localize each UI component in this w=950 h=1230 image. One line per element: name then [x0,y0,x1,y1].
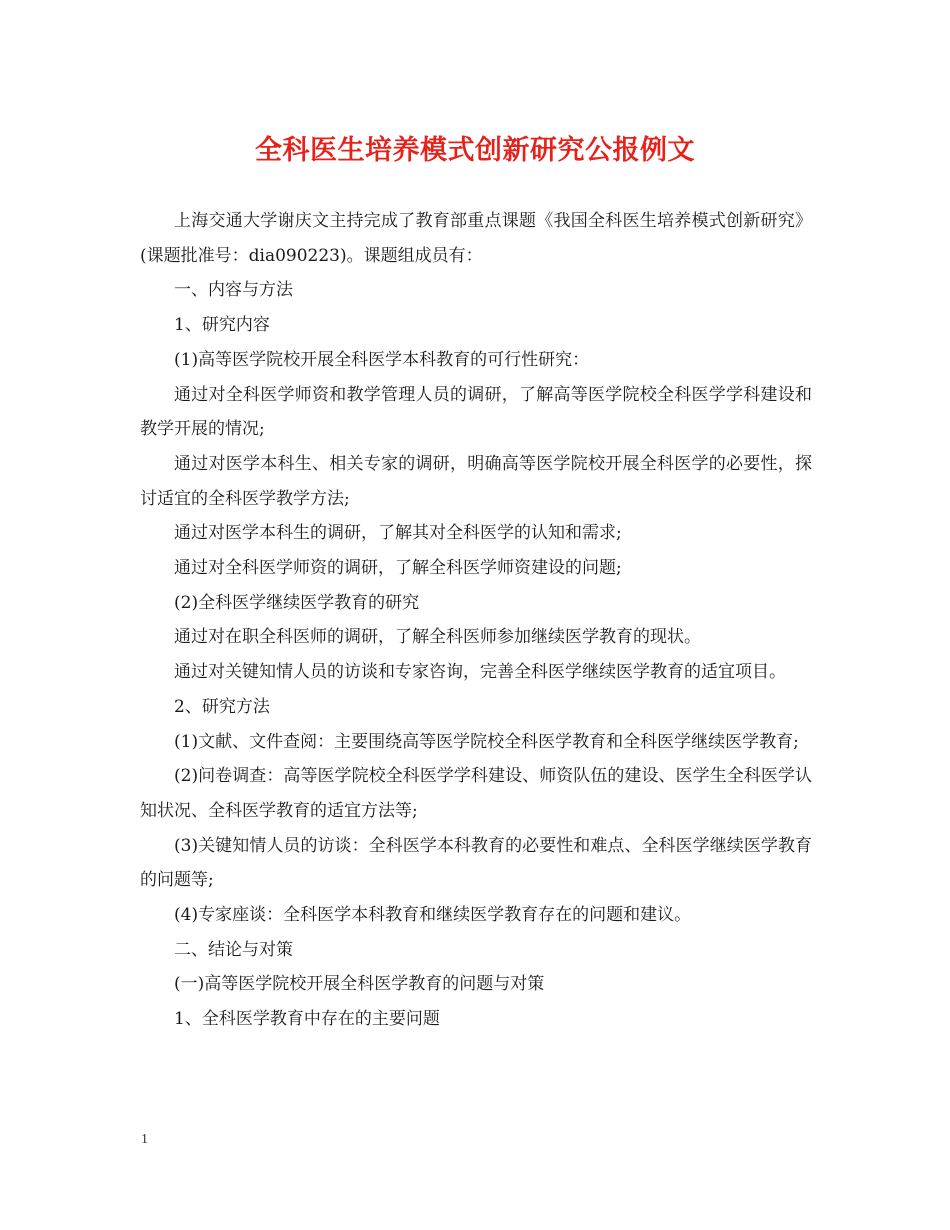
document-title: 全科医生培养模式创新研究公报例文 [255,135,695,166]
paragraph: 通过对关键知情人员的访谈和专家咨询，完善全科医学继续医学教育的适宜项目。 [174,662,786,683]
paragraph: 上海交通大学谢庆文主持完成了教育部重点课题《我国全科医生培养模式创新研究》(课题批准号：dia090223)。课题组成员有： [140,211,812,266]
page-number: 1 [141,1132,148,1147]
subsection-heading: 2、研究方法 [174,696,270,717]
section-heading: 一、内容与方法 [174,280,293,301]
subsection-heading: 1、全科医学教育中存在的主要问题 [174,1009,440,1030]
document-body [140,204,812,1037]
paragraph: 通过对在职全科医师的调研，了解全科医师参加继续医学教育的现状。 [174,627,701,648]
section-heading: 二、结论与对策 [174,939,293,960]
list-item: (1)文献、文件查阅：主要围绕高等医学院校全科医学教育和全科医学继续医学教育; [174,731,799,752]
list-item-heading: (1)高等医学院校开展全科医学本科教育的可行性研究： [174,349,590,370]
paragraph: 通过对医学本科生、相关专家的调研，明确高等医学院校开展全科医学的必要性，探讨适宜的全科医学教学方法; [140,453,812,509]
list-item-heading: (2)全科医学继续医学教育的研究 [174,592,420,613]
subsection-heading: (一)高等医学院校开展全科医学教育的问题与对策 [174,974,545,995]
paragraph: 通过对医学本科生的调研，了解其对全科医学的认知和需求; [174,523,622,544]
list-item: (3)关键知情人员的访谈：全科医学本科教育的必要性和难点、全科医学继续医学教育的问题等; [140,835,812,891]
list-item: (2)问卷调查：高等医学院校全科医学学科建设、师资队伍的建设、医学生全科医学认知状况、全科医学教育的适宜方法等; [140,766,812,821]
paragraph: 通过对全科医学师资的调研，了解全科医学师资建设的问题; [174,558,622,579]
paragraph: 通过对全科医学师资和教学管理人员的调研，了解高等医学院校全科医学学科建设和教学开展的情况; [140,384,812,440]
subsection-heading: 1、研究内容 [174,315,270,336]
list-item: (4)专家座谈：全科医学本科教育和继续医学教育存在的问题和建议。 [174,905,692,926]
